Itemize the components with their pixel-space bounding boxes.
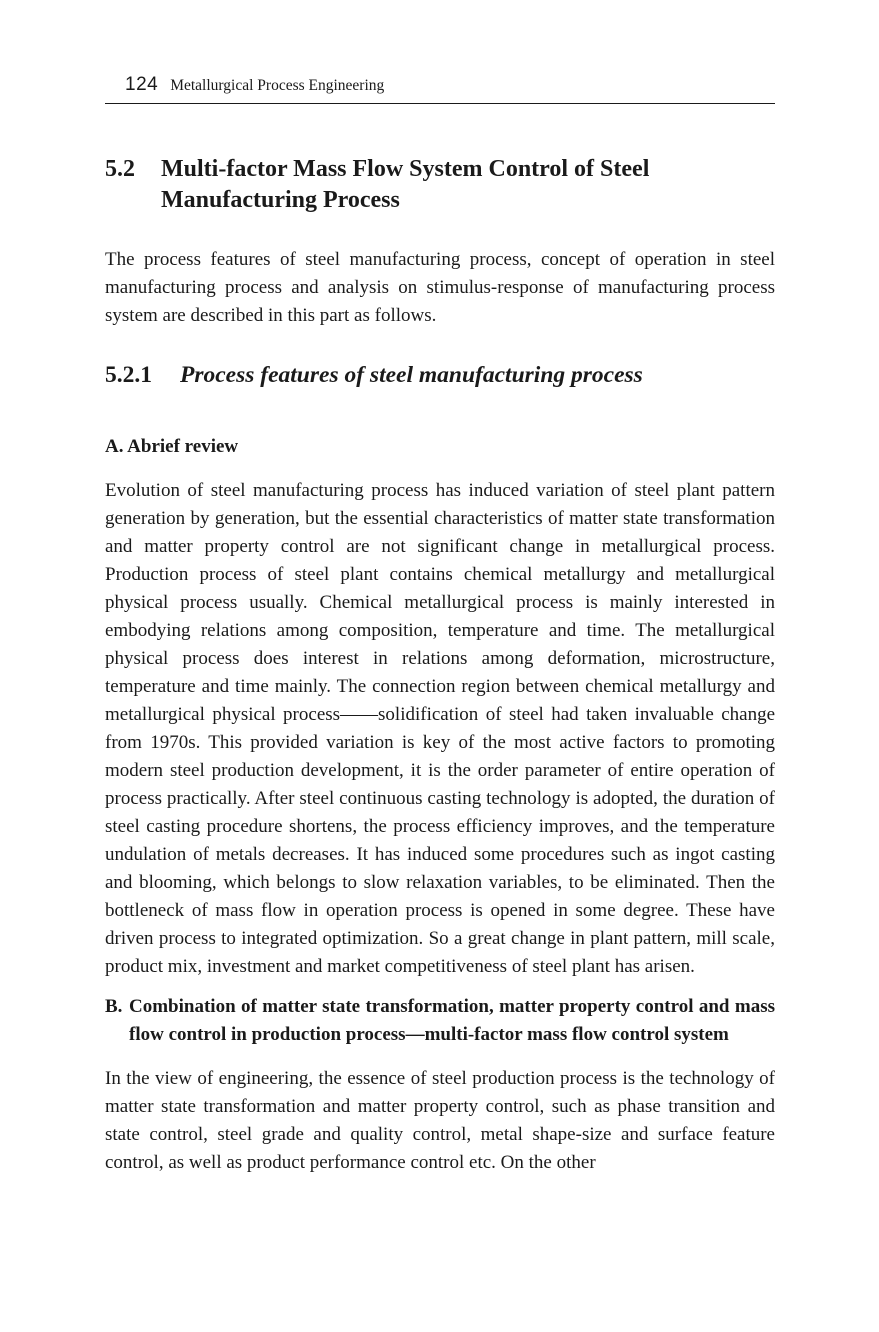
section-heading: [105, 154, 775, 216]
section-number: 5.2: [105, 156, 135, 182]
intro-paragraph: The process features of steel manufacturing process, concept of operation in steel manufacturing process and analysis on stimulus-response of manufacturing process system are described in this part as follows.: [105, 249, 775, 326]
subsection-title: Process features of steel manufacturing process: [180, 362, 643, 388]
subheading-b: [105, 993, 775, 1049]
paragraph-b: In the view of engineering, the essence of steel production process is the technology of matter state transformation and matter property control, such as phase transition and state control, steel grade and quality control, metal shape-size and surface feature control, as well as product performance control etc. On the other: [105, 1068, 775, 1173]
page-content: [105, 74, 775, 1177]
paragraph-a: Evolution of steel manufacturing process has induced variation of steel plant pattern generation by generation, but the essential characteristics of matter state transformation and matter property control are not significant change in metallurgical process. Production process of steel plant contains chemical metallurgy and metallurgical physical process usually. Chemical metallurgical process is mainly interested in embodying relations among composition, temperature and time. The metallurgical physical process does interest in relations among deformation, microstructure, temperature and time mainly. The connection region between chemical metallurgy and metallurgical physical process——solidification of steel had taken invaluable change from 1970s. This provided variation is key of the most active factors to promoting modern steel production development, it is the order parameter of entire operation of process practically. After steel continuous casting technology is adopted, the duration of steel casting procedure shortens, the process efficiency improves, and the temperature undulation of metals decreases. It has induced some procedures such as ingot casting and blooming, which belongs to slow relaxation variables, to be eliminated. Then the bottleneck of mass flow in operation process is opened in some degree. These have driven process to integrated optimization. So a great change in plant pattern, mill scale, product mix, investment and market competitiveness of steel plant has arisen.: [105, 480, 775, 977]
header-rule: [105, 103, 775, 104]
page-number: 124: [125, 74, 159, 95]
subheading-b-letter: B.: [105, 996, 123, 1017]
subsection-heading: [105, 362, 775, 389]
subheading-b-text: Combination of matter state transformation, matter property control and mass flow control in production process—multi-factor mass flow control system: [129, 996, 775, 1045]
section-title: Multi-factor Mass Flow System Control of Steel Manufacturing Process: [161, 156, 650, 213]
subsection-number: 5.2.1: [105, 362, 152, 388]
running-title: Metallurgical Process Engineering: [170, 77, 385, 94]
subheading-a: A. Abrief review: [105, 436, 239, 457]
running-header: [105, 74, 775, 102]
